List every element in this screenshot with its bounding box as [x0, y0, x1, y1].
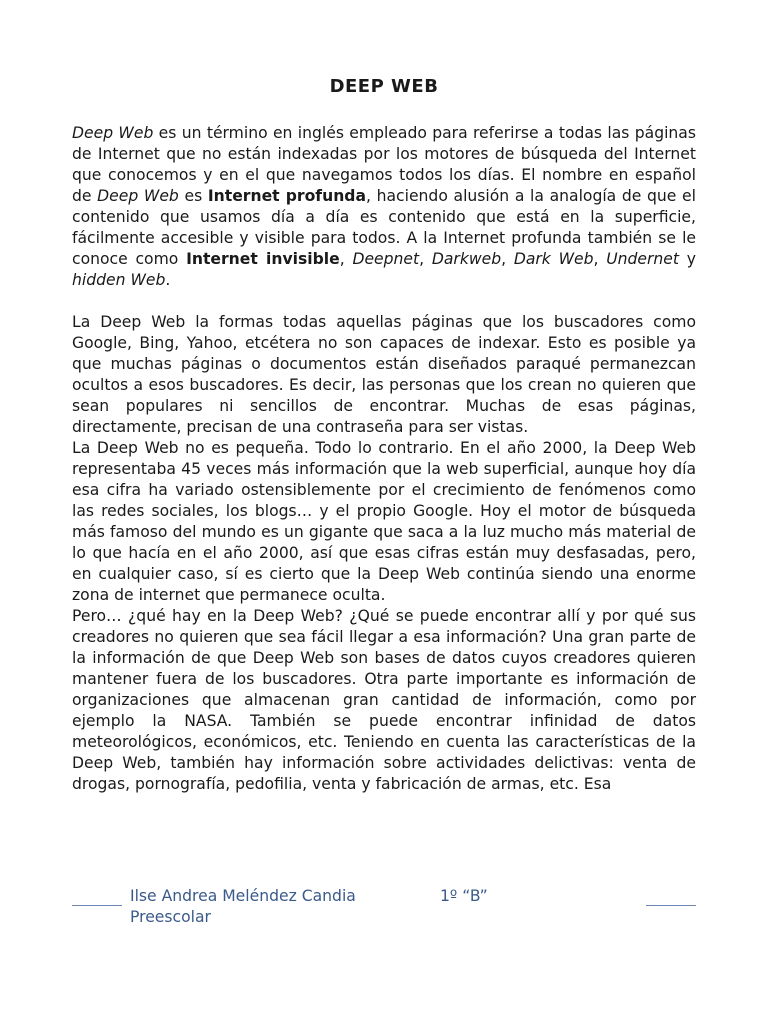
footer-rule-left: [72, 905, 122, 906]
term-internet-profunda: Internet profunda: [207, 187, 366, 205]
footer-grade: 1º “B”: [440, 887, 488, 905]
term-hidden-web: hidden Web: [72, 271, 166, 289]
author-name: Ilse Andrea Meléndez Candia: [130, 887, 356, 905]
page-footer: [72, 886, 696, 936]
paragraph-1-text-b: es: [178, 187, 208, 205]
term-deep-web-2: Deep Web: [97, 187, 179, 205]
paragraph-4: Pero… ¿qué hay en la Deep Web? ¿Qué se puede encontrar allí y por qué sus creadores no quieren que sea fácil llegar a esa información? Una gran parte de la información de que Deep Web son bases de datos cuyos creadores quieren mantener fuera de los buscadores. Otra parte importante es información de organizaciones que almacenan gran cantidad de información, como por ejemplo la NASA. También se puede encontrar infinidad de datos meteorológicos, económicos, etc. Teniendo en cuenta las características de la Deep Web, también hay información sobre actividades delictivas: venta de drogas, pornografía, pedofilia, venta y fabricación de armas, etc. Esa: [72, 607, 696, 793]
paragraph-1: [72, 123, 696, 291]
separator: y: [679, 250, 696, 268]
document-body: [72, 123, 696, 795]
document-title: DEEP WEB: [329, 76, 439, 97]
paragraph-1-end: .: [165, 271, 171, 289]
footer-rule-right: [646, 905, 696, 906]
term-undernet: Undernet: [606, 250, 680, 268]
paragraph-1-text-c: , haciendo alusión a la analogía de que el contenido que usamos día a día es contenido que está en la superficie, fácilmente accesible y visible para todos. A la Internet profunda también se le conoce como: [72, 187, 696, 268]
separator: ,: [593, 250, 607, 268]
paragraph-3: La Deep Web no es pequeña. Todo lo contrario. En el año 2000, la Deep Web representaba 45 veces más información que la web superficial, aunque hoy día esa cifra ha variado ostensiblemente por el crecimiento de fenómenos como las redes sociales, los blogs… y el propio Google. Hoy el motor de búsqueda más famoso del mundo es un gigante que saca a la luz mucho más material de lo que hacía en el año 2000, así que esas cifras están muy desfasadas, pero, en cualquier caso, sí es cierto que la Deep Web continúa siendo una enorme zona de internet que permanece oculta.: [72, 439, 696, 604]
footer-author: [130, 886, 390, 928]
term-deepnet: Deepnet: [352, 250, 420, 268]
paragraph-2: La Deep Web la formas todas aquellas páginas que los buscadores como Google, Bing, Yahoo, etcétera no son capaces de indexar. Esto es posible ya que muchas páginas o documentos están diseñados paraqué permanezcan ocultos a esos buscadores. Es decir, las personas que los crean no quieren que sean populares ni sencillos de encontrar. Muchas de esas páginas, directamente, precisan de una contraseña para ser vistas.: [72, 313, 696, 436]
author-program: Preescolar: [130, 908, 211, 926]
term-darkweb: Darkweb: [431, 250, 502, 268]
separator: ,: [339, 250, 353, 268]
separator: ,: [501, 250, 514, 268]
paragraph-1-text-a: es un término en inglés empleado para referirse a todas las páginas de Internet que no están indexadas por los motores de búsqueda del Internet que conocemos y en el que navegamos todos los días. El nombre en español de: [72, 124, 696, 205]
separator: ,: [419, 250, 432, 268]
term-deep-web: Deep Web: [72, 124, 154, 142]
term-dark-web: Dark Web: [513, 250, 594, 268]
term-internet-invisible: Internet invisible: [186, 250, 340, 268]
